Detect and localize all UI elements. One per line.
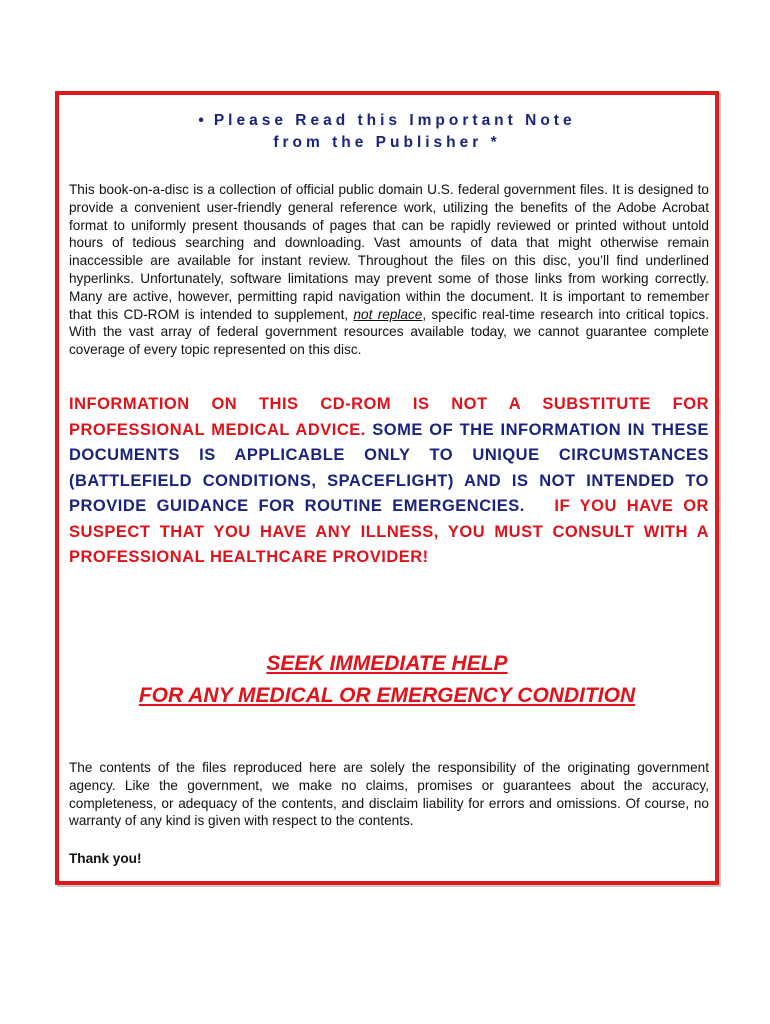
note-title	[59, 110, 715, 154]
seek-help-line-2: FOR ANY MEDICAL OR EMERGENCY CONDITION	[138, 684, 636, 707]
warning-red-part-1: INFORMATION ON THIS CD-ROM IS NOT A SUBSTITUTE FOR PROFESSIONAL MEDICAL ADVICE.	[69, 395, 709, 439]
warning-red-part-2: IF YOU HAVE OR SUSPECT THAT YOU HAVE ANY ILLNESS, YOU MUST CONSULT WITH A PROFESSIONAL HEALTHCARE PROVIDER!	[69, 497, 709, 566]
intro-text-part-1: This book-on-a-disc is a collection of official public domain U.S. federal government files. It is designed to provide a convenient user-friendly general reference work, utilizing the benefits of the Adobe Acrobat format to uniformly present thousands of pages that can be rapidly reviewed or printed without untold hours of tedious searching and downloading. Vast amounts of data that might otherwise remain inaccessible are available for instant review. Throughout the files on this disc, you’ll find underlined hyperlinks. Unfortunately, software limitations may prevent some of those links from working correctly. Many are active, however, permitting rapid navigation within the document. It is important to remember that this CD-ROM is intended to supplement,	[69, 182, 709, 322]
note-title-text-1: Please Read this Important Note	[213, 112, 576, 129]
intro-emphasis: not replace	[353, 306, 423, 322]
bullet-icon: •	[198, 112, 204, 129]
publisher-note-box	[55, 91, 719, 885]
seek-help-line-1: SEEK IMMEDIATE HELP	[266, 652, 508, 675]
note-title-line-1	[59, 110, 715, 132]
intro-paragraph	[69, 181, 709, 359]
closing-thanks: Thank you!	[69, 851, 142, 866]
intro-text-part-2: , specific real-time research into critical topics. With the vast array of federal government resources available today, we cannot guarantee complete coverage of every topic represented on this disc.	[69, 306, 709, 358]
disclaimer-paragraph: The contents of the files reproduced here are solely the responsibility of the originating government agency. Like the government, we make no claims, promises or guarantees about the accuracy, completeness, or adequacy of the contents, and disclaim liability for errors and omissions. Of course, no warranty of any kind is given with respect to the contents.	[69, 760, 709, 829]
warning-navy-part: SOME OF THE INFORMATION IN THESE DOCUMENTS IS APPLICABLE ONLY TO UNIQUE CIRCUMSTANCES (BATTLEFIELD CONDITIONS, SPACEFLIGHT) AND IS NOT INTENDED TO PROVIDE GUIDANCE FOR ROUTINE EMERGENCIES.	[69, 420, 709, 515]
note-title-line-2: from the Publisher *	[273, 134, 501, 151]
medical-warning	[69, 392, 709, 571]
